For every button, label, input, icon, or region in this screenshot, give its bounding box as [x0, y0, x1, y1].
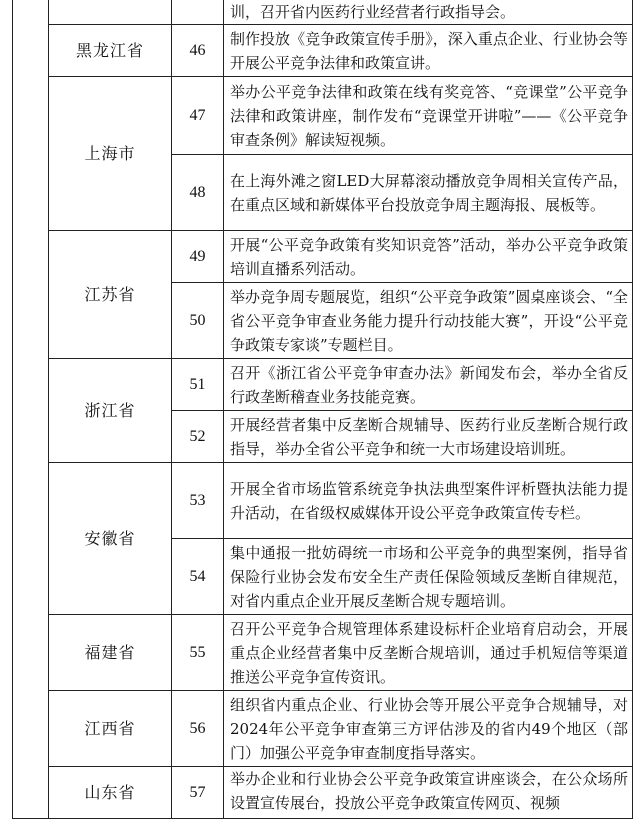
- province-cell: [49, 0, 172, 25]
- activity-text: 在上海外滩之窗LED大屏幕滚动播放竞争周相关宣传产品，在重点区域和新媒体平台投放竞争周主题海报、展板等。: [224, 155, 633, 231]
- table-row: [13, 231, 633, 283]
- table-row: [13, 77, 633, 155]
- row-number: 57: [172, 767, 224, 819]
- province-cell: 江苏省: [49, 231, 172, 359]
- row-number: 56: [172, 691, 224, 767]
- province-cell: 江西省: [49, 691, 172, 767]
- row-number: 48: [172, 155, 224, 231]
- table-row: [13, 0, 633, 25]
- row-number: 52: [172, 411, 224, 463]
- activity-text: 开展“公平竞争政策有奖知识竞答”活动，举办公平竞争政策培训直播系列活动。: [224, 231, 633, 283]
- table-row: [13, 691, 633, 767]
- row-number: 49: [172, 231, 224, 283]
- province-cell: 安徽省: [49, 463, 172, 615]
- table-row: [13, 615, 633, 691]
- row-number: 46: [172, 25, 224, 77]
- activity-text: 举办公平竞争法律和政策在线有奖竞答、“竞课堂”公平竞争法律和政策讲座，制作发布“竞课堂开讲啦”——《公平竞争审查条例》解读短视频。: [224, 77, 633, 155]
- activity-text: 召开《浙江省公平竞争审查办法》新闻发布会，举办全省反行政垄断稽查业务技能竞赛。: [224, 359, 633, 411]
- table-row: [13, 767, 633, 819]
- row-number: 54: [172, 539, 224, 615]
- row-number: 50: [172, 283, 224, 359]
- activity-text: 开展经营者集中反垄断合规辅导、医药行业反垄断合规行政指导，举办全省公平竞争和统一大市场建设培训班。: [224, 411, 633, 463]
- table-row: [13, 25, 633, 77]
- activities-table: [12, 0, 633, 819]
- table-row: [13, 463, 633, 539]
- activity-text: 集中通报一批妨碍统一市场和公平竞争的典型案例，指导省保险行业协会发布安全生产责任保险领域反垄断自律规范，对省内重点企业开展反垄断合规专题培训。: [224, 539, 633, 615]
- province-cell: 黑龙江省: [49, 25, 172, 77]
- province-cell: 山东省: [49, 767, 172, 819]
- activity-text: 开展全省市场监管系统竞争执法典型案件评析暨执法能力提升活动，在省级权威媒体开设公平竞争政策宣传专栏。: [224, 463, 633, 539]
- row-number: [172, 0, 224, 25]
- row-number: 47: [172, 77, 224, 155]
- province-cell: 浙江省: [49, 359, 172, 463]
- province-cell: 福建省: [49, 615, 172, 691]
- row-number: 55: [172, 615, 224, 691]
- activity-text: 制作投放《竞争政策宣传手册》，深入重点企业、行业协会等开展公平竞争法律和政策宣讲。: [224, 25, 633, 77]
- row-number: 53: [172, 463, 224, 539]
- activity-text: 训，召开省内医药行业经营者行政指导会。: [224, 0, 633, 25]
- left-margin-column: [13, 0, 49, 819]
- activity-text: 召开公平竞争合规管理体系建设标杆企业培育启动会，开展重点企业经营者集中反垄断合规培训，通过手机短信等渠道推送公平竞争宣传资讯。: [224, 615, 633, 691]
- activity-text: 组织省内重点企业、行业协会等开展公平竞争合规辅导，对2024年公平竞争审查第三方评估涉及的省内49个地区（部门）加强公平竞争审查制度指导落实。: [224, 691, 633, 767]
- province-cell: 上海市: [49, 77, 172, 231]
- table-row: [13, 359, 633, 411]
- activity-text: 举办竞争周专题展览，组织“公平竞争政策”圆桌座谈会、“全省公平竞争审查业务能力提升行动技能大赛”，开设“公平竞争政策专家谈”专题栏目。: [224, 283, 633, 359]
- row-number: 51: [172, 359, 224, 411]
- activity-text: 举办企业和行业协会公平竞争政策宣讲座谈会，在公众场所设置宣传展台，投放公平竞争政策宣传网页、视频: [224, 767, 633, 819]
